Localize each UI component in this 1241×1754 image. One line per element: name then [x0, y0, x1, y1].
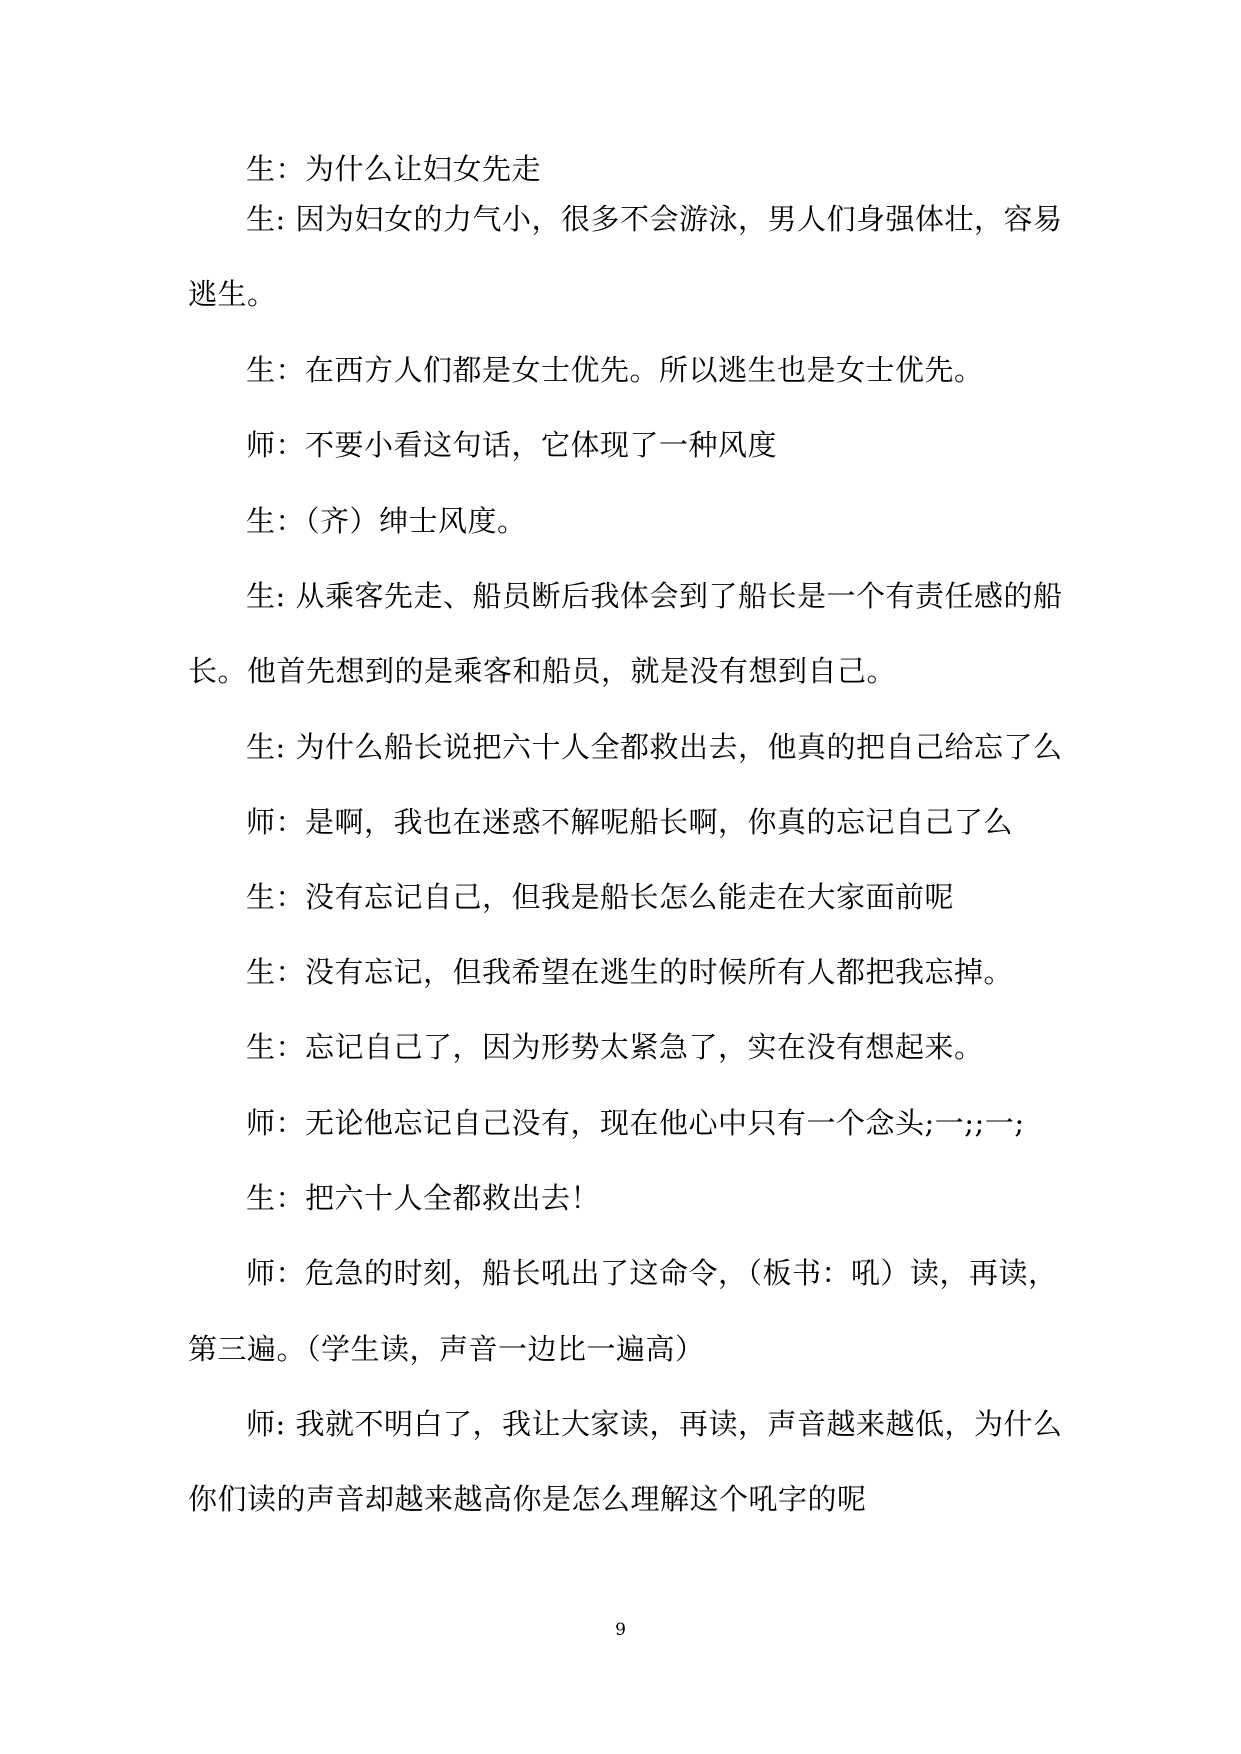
text-line: 生：为什么让妇女先走 [246, 152, 542, 186]
text-line: 生：忘记自己了，因为形势太紧急了，实在没有想起来。 [246, 1030, 984, 1064]
text-line: 生: 因为妇女的力气小，很多不会游泳，男人们身强体壮，容易 [246, 202, 1063, 236]
text-line: 逃生。 [188, 277, 277, 311]
text-line: 师：危急的时刻，船长吼出了这命令，（板书：吼）读，再读， [246, 1256, 1058, 1290]
text-line: 师：不要小看这句话，它体现了一种风度 [246, 428, 778, 462]
text-line: 长。他首先想到的是乘客和船员，就是没有想到自己。 [188, 654, 897, 688]
text-line: 生：没有忘记自己，但我是船长怎么能走在大家面前呢 [246, 880, 955, 914]
text-line: 生：没有忘记，但我希望在逃生的时候所有人都把我忘掉。 [246, 955, 1014, 989]
text-line: 师: 我就不明白了，我让大家读，再读，声音越来越低，为什么 [246, 1407, 1063, 1441]
text-line: 生：在西方人们都是女士优先。所以逃生也是女士优先。 [246, 353, 984, 387]
text-line: 师：是啊，我也在迷惑不解呢船长啊，你真的忘记自己了么 [246, 805, 1014, 839]
text-line: 第三遍。（学生读，声音一边比一遍高） [188, 1332, 705, 1366]
text-line: 生: 为什么船长说把六十人全都救出去，他真的把自己给忘了么 [246, 730, 1063, 764]
text-line: 生：把六十人全都救出去！ [246, 1181, 601, 1215]
text-line: 生：（齐）绅士风度。 [246, 504, 527, 538]
text-line: 生: 从乘客先走、船员断后我体会到了船长是一个有责任感的船 [246, 579, 1063, 613]
text-line: 师：无论他忘记自己没有，现在他心中只有一个念头;一;;一; [246, 1106, 1025, 1140]
text-line: 你们读的声音却越来越高你是怎么理解这个吼字的呢 [188, 1482, 867, 1516]
page-number: 9 [615, 1620, 626, 1640]
